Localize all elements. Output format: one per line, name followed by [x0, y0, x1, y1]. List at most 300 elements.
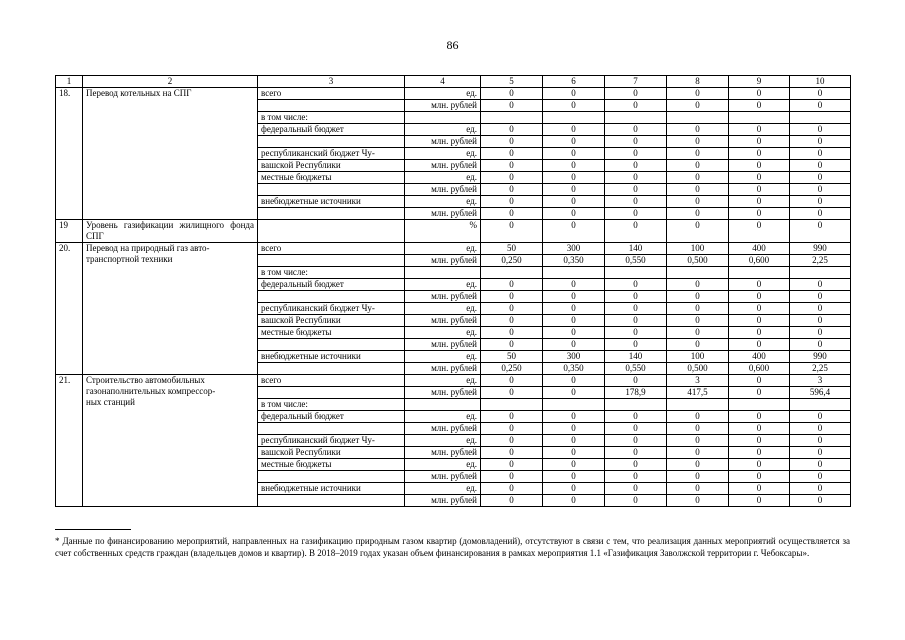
value-cell: 0	[605, 148, 667, 160]
value-cell: 0	[729, 315, 790, 327]
unit-cell: ед.	[405, 196, 481, 208]
unit-cell: ед.	[405, 351, 481, 363]
value-cell: 0	[729, 447, 790, 459]
value-cell: 0	[667, 172, 729, 184]
value-cell: 0	[605, 220, 667, 243]
value-cell: 0	[729, 136, 790, 148]
value-cell: 0	[790, 208, 851, 220]
footnote	[55, 535, 850, 559]
value-cell: 0	[667, 279, 729, 291]
value-cell: 0	[481, 303, 543, 315]
item-number: 18.	[59, 88, 71, 98]
value-cell: 0	[667, 136, 729, 148]
value-cell: 0	[667, 184, 729, 196]
value-cell: 0	[543, 387, 605, 399]
unit-cell: ед.	[405, 375, 481, 387]
value-cell	[790, 267, 851, 279]
value-cell: 0	[605, 172, 667, 184]
value-cell: 3	[790, 375, 851, 387]
source-cell: федеральный бюджет	[258, 411, 405, 423]
value-cell: 0	[605, 483, 667, 495]
value-cell	[605, 112, 667, 124]
value-cell: 0	[543, 447, 605, 459]
value-cell: 0	[543, 483, 605, 495]
source-cell	[258, 471, 405, 483]
value-cell: 0	[605, 423, 667, 435]
source-cell	[258, 100, 405, 112]
item-name-line: ных станций	[86, 397, 135, 407]
table-body	[56, 76, 851, 507]
value-cell: 0	[729, 327, 790, 339]
value-cell: 0	[481, 471, 543, 483]
item-number: 20.	[59, 243, 71, 253]
value-cell: 0	[605, 447, 667, 459]
header-cell: 2	[83, 76, 258, 88]
value-cell: 0	[605, 459, 667, 471]
source-cell: внебюджетные источники	[258, 351, 405, 363]
source-cell: местные бюджеты	[258, 172, 405, 184]
source-cell	[258, 495, 405, 507]
value-cell: 0	[543, 136, 605, 148]
value-cell: 0	[605, 291, 667, 303]
value-cell: 0	[790, 196, 851, 208]
value-cell: 0	[667, 160, 729, 172]
header-cell: 3	[258, 76, 405, 88]
source-cell	[258, 136, 405, 148]
value-cell: 0	[481, 88, 543, 100]
value-cell: 0	[481, 447, 543, 459]
value-cell: 50	[481, 243, 543, 255]
value-cell: 0	[729, 291, 790, 303]
source-cell	[258, 387, 405, 399]
value-cell: 0	[543, 172, 605, 184]
value-cell: 0	[605, 100, 667, 112]
header-cell: 5	[481, 76, 543, 88]
value-cell: 0	[729, 196, 790, 208]
value-cell: 0	[543, 315, 605, 327]
value-cell: 0	[543, 375, 605, 387]
value-cell: 0,600	[729, 255, 790, 267]
value-cell: 0	[543, 411, 605, 423]
unit-cell: млн. рублей	[405, 423, 481, 435]
value-cell: 0	[667, 483, 729, 495]
item-name-line: Перевод на природный газ авто-	[86, 243, 210, 253]
value-cell: 0	[543, 148, 605, 160]
unit-cell: ед.	[405, 279, 481, 291]
value-cell: 0	[543, 303, 605, 315]
value-cell: 0,350	[543, 255, 605, 267]
value-cell: 0	[790, 100, 851, 112]
item-name-line: Уровень газификации жилищного фонда СПГ	[86, 220, 254, 241]
value-cell: 0	[790, 184, 851, 196]
source-cell	[258, 184, 405, 196]
value-cell: 0	[790, 423, 851, 435]
value-cell: 0	[790, 327, 851, 339]
value-cell: 990	[790, 351, 851, 363]
value-cell	[605, 399, 667, 411]
value-cell: 0	[790, 411, 851, 423]
value-cell: 0	[605, 339, 667, 351]
source-cell: в том числе:	[258, 399, 405, 411]
value-cell: 0	[667, 411, 729, 423]
value-cell: 0	[481, 172, 543, 184]
value-cell: 0	[729, 208, 790, 220]
unit-cell: млн. рублей	[405, 184, 481, 196]
source-cell	[258, 291, 405, 303]
value-cell: 0	[605, 495, 667, 507]
unit-cell: млн. рублей	[405, 136, 481, 148]
value-cell: 0	[667, 447, 729, 459]
source-cell: всего	[258, 375, 405, 387]
value-cell: 0	[729, 339, 790, 351]
source-cell: вашской Республики	[258, 160, 405, 172]
value-cell: 0	[481, 495, 543, 507]
value-cell: 0	[729, 459, 790, 471]
value-cell: 0	[729, 124, 790, 136]
unit-cell: ед.	[405, 459, 481, 471]
unit-cell: %	[405, 220, 481, 243]
value-cell	[667, 399, 729, 411]
value-cell: 0	[543, 208, 605, 220]
value-cell: 0	[667, 100, 729, 112]
value-cell: 0	[729, 375, 790, 387]
unit-cell: ед.	[405, 148, 481, 160]
header-cell: 10	[790, 76, 851, 88]
value-cell: 0	[667, 435, 729, 447]
value-cell: 0	[543, 196, 605, 208]
value-cell: 0	[667, 208, 729, 220]
value-cell	[481, 267, 543, 279]
value-cell: 0	[605, 124, 667, 136]
item-number: 19	[59, 220, 68, 230]
item-number-cell	[56, 220, 83, 243]
value-cell: 0	[605, 303, 667, 315]
value-cell: 0,250	[481, 363, 543, 375]
value-cell	[729, 267, 790, 279]
value-cell: 0	[729, 471, 790, 483]
value-cell: 0,500	[667, 255, 729, 267]
value-cell	[667, 112, 729, 124]
value-cell: 0	[667, 124, 729, 136]
value-cell: 0,250	[481, 255, 543, 267]
item-name-cell	[83, 243, 258, 375]
value-cell: 0	[729, 279, 790, 291]
value-cell: 0	[481, 423, 543, 435]
value-cell: 0	[481, 124, 543, 136]
value-cell: 0	[790, 339, 851, 351]
value-cell: 0	[543, 423, 605, 435]
value-cell: 0	[790, 160, 851, 172]
unit-cell: ед.	[405, 88, 481, 100]
value-cell: 0	[543, 291, 605, 303]
value-cell: 0	[790, 291, 851, 303]
item-number-cell	[56, 375, 83, 507]
value-cell: 0	[605, 327, 667, 339]
unit-cell: млн. рублей	[405, 208, 481, 220]
value-cell: 0	[481, 387, 543, 399]
source-cell	[258, 208, 405, 220]
value-cell: 0	[543, 495, 605, 507]
value-cell	[729, 112, 790, 124]
value-cell: 0	[605, 160, 667, 172]
value-cell: 0	[481, 483, 543, 495]
value-cell: 100	[667, 243, 729, 255]
value-cell: 0	[729, 172, 790, 184]
source-cell	[258, 339, 405, 351]
value-cell: 417,5	[667, 387, 729, 399]
header-cell: 6	[543, 76, 605, 88]
value-cell: 0	[667, 88, 729, 100]
value-cell	[790, 399, 851, 411]
value-cell: 0	[790, 471, 851, 483]
value-cell: 0	[729, 495, 790, 507]
value-cell: 0	[729, 423, 790, 435]
value-cell: 300	[543, 351, 605, 363]
value-cell: 0	[605, 88, 667, 100]
value-cell: 0	[605, 196, 667, 208]
source-cell: федеральный бюджет	[258, 124, 405, 136]
value-cell: 0	[605, 208, 667, 220]
source-cell: федеральный бюджет	[258, 279, 405, 291]
value-cell: 0,550	[605, 255, 667, 267]
value-cell: 0	[481, 435, 543, 447]
footnote-divider	[55, 529, 131, 530]
table-row	[56, 88, 851, 100]
value-cell: 0	[481, 148, 543, 160]
value-cell	[481, 112, 543, 124]
value-cell: 0	[667, 471, 729, 483]
value-cell: 0	[790, 303, 851, 315]
value-cell: 0	[729, 387, 790, 399]
value-cell: 0	[667, 327, 729, 339]
source-cell: местные бюджеты	[258, 459, 405, 471]
item-number-cell	[56, 243, 83, 375]
value-cell: 0	[667, 220, 729, 243]
value-cell: 0	[481, 279, 543, 291]
footnote-text: Данные по финансированию мероприятий, направленных на газификацию природным газом квартир (домовладений), отсутствуют в связи с тем, что реализация данных мероприятий осуществляется за счет собственных средств граждан (владельцев домов и квартир). В 2018–2019 годах указан объем финансирования в рамках мероприятия 1.1 «Газификация Заволжской территории г. Чебоксары».	[55, 536, 850, 558]
unit-cell	[405, 267, 481, 279]
item-number-cell	[56, 88, 83, 220]
value-cell	[543, 112, 605, 124]
source-cell: республиканский бюджет Чу-	[258, 148, 405, 160]
unit-cell: млн. рублей	[405, 447, 481, 459]
value-cell: 0	[481, 136, 543, 148]
value-cell: 0	[543, 279, 605, 291]
value-cell: 0	[790, 124, 851, 136]
unit-cell: млн. рублей	[405, 100, 481, 112]
unit-cell: млн. рублей	[405, 387, 481, 399]
value-cell: 140	[605, 351, 667, 363]
value-cell: 0	[790, 136, 851, 148]
value-cell: 0	[481, 160, 543, 172]
source-cell: вашской Республики	[258, 447, 405, 459]
value-cell: 0	[543, 471, 605, 483]
item-number: 21.	[59, 375, 71, 385]
unit-cell: млн. рублей	[405, 255, 481, 267]
item-name-line: транспортной техники	[86, 254, 173, 264]
unit-cell: млн. рублей	[405, 363, 481, 375]
item-name-cell	[83, 220, 258, 243]
value-cell	[543, 399, 605, 411]
header-cell: 8	[667, 76, 729, 88]
value-cell: 0	[729, 184, 790, 196]
value-cell: 0	[481, 315, 543, 327]
header-cell: 1	[56, 76, 83, 88]
header-cell: 7	[605, 76, 667, 88]
footnote-marker: *	[55, 536, 60, 546]
unit-cell: ед.	[405, 172, 481, 184]
value-cell: 0	[667, 315, 729, 327]
unit-cell: ед.	[405, 411, 481, 423]
unit-cell: ед.	[405, 303, 481, 315]
source-cell: вашской Республики	[258, 315, 405, 327]
value-cell: 0	[729, 88, 790, 100]
value-cell: 0	[481, 220, 543, 243]
source-cell: всего	[258, 243, 405, 255]
value-cell: 0	[605, 411, 667, 423]
item-name-cell	[83, 88, 258, 220]
value-cell: 0	[543, 435, 605, 447]
value-cell: 0	[543, 100, 605, 112]
source-cell	[258, 255, 405, 267]
unit-cell: ед.	[405, 483, 481, 495]
program-indicators-table	[55, 75, 851, 507]
value-cell: 0	[605, 435, 667, 447]
value-cell: 0	[729, 160, 790, 172]
value-cell: 0	[667, 196, 729, 208]
value-cell: 0	[667, 423, 729, 435]
value-cell: 0	[729, 220, 790, 243]
value-cell: 0	[543, 160, 605, 172]
value-cell: 0	[481, 291, 543, 303]
value-cell: 0,550	[605, 363, 667, 375]
value-cell: 0	[543, 327, 605, 339]
value-cell: 0	[790, 88, 851, 100]
unit-cell: ед.	[405, 124, 481, 136]
value-cell: 0	[790, 315, 851, 327]
value-cell: 0,350	[543, 363, 605, 375]
value-cell: 0	[481, 196, 543, 208]
value-cell: 0	[481, 411, 543, 423]
value-cell: 0	[605, 136, 667, 148]
value-cell: 0,600	[729, 363, 790, 375]
value-cell: 0	[729, 435, 790, 447]
value-cell: 0	[729, 411, 790, 423]
header-cell: 4	[405, 76, 481, 88]
value-cell: 0	[605, 315, 667, 327]
value-cell: 0	[790, 148, 851, 160]
value-cell: 0	[543, 339, 605, 351]
value-cell: 178,9	[605, 387, 667, 399]
value-cell: 0	[605, 279, 667, 291]
table-row	[56, 375, 851, 387]
value-cell: 0	[790, 495, 851, 507]
page-number: 86	[446, 38, 459, 52]
source-cell: в том числе:	[258, 112, 405, 124]
value-cell: 2,25	[790, 255, 851, 267]
value-cell: 0,500	[667, 363, 729, 375]
value-cell: 0	[790, 459, 851, 471]
unit-cell	[405, 399, 481, 411]
value-cell	[543, 267, 605, 279]
unit-cell: млн. рублей	[405, 291, 481, 303]
value-cell	[605, 267, 667, 279]
value-cell: 990	[790, 243, 851, 255]
header-cell: 9	[729, 76, 790, 88]
value-cell: 0	[667, 148, 729, 160]
source-cell	[258, 220, 405, 243]
value-cell: 0	[729, 303, 790, 315]
value-cell: 0	[667, 459, 729, 471]
table-row	[56, 220, 851, 243]
value-cell: 0	[729, 100, 790, 112]
value-cell: 0	[605, 375, 667, 387]
value-cell: 50	[481, 351, 543, 363]
unit-cell: ед.	[405, 243, 481, 255]
value-cell: 3	[667, 375, 729, 387]
value-cell: 0	[605, 184, 667, 196]
unit-cell	[405, 112, 481, 124]
value-cell: 0	[667, 291, 729, 303]
source-cell: внебюджетные источники	[258, 196, 405, 208]
value-cell: 0	[543, 124, 605, 136]
unit-cell: млн. рублей	[405, 315, 481, 327]
source-cell: местные бюджеты	[258, 327, 405, 339]
source-cell	[258, 363, 405, 375]
value-cell: 0	[543, 184, 605, 196]
unit-cell: млн. рублей	[405, 495, 481, 507]
value-cell: 0	[543, 459, 605, 471]
value-cell	[790, 112, 851, 124]
value-cell	[481, 399, 543, 411]
source-cell: в том числе:	[258, 267, 405, 279]
value-cell	[729, 399, 790, 411]
item-name-line: Перевод котельных на СПГ	[86, 88, 192, 98]
source-cell: республиканский бюджет Чу-	[258, 303, 405, 315]
value-cell: 0	[667, 495, 729, 507]
value-cell: 596,4	[790, 387, 851, 399]
value-cell: 0	[481, 339, 543, 351]
value-cell: 100	[667, 351, 729, 363]
value-cell: 300	[543, 243, 605, 255]
unit-cell: ед.	[405, 435, 481, 447]
value-cell: 0	[481, 208, 543, 220]
value-cell: 140	[605, 243, 667, 255]
value-cell: 0	[605, 471, 667, 483]
source-cell: всего	[258, 88, 405, 100]
item-name-cell	[83, 375, 258, 507]
value-cell: 0	[790, 483, 851, 495]
value-cell: 0	[543, 220, 605, 243]
value-cell: 0	[543, 88, 605, 100]
table-row	[56, 243, 851, 255]
header-row	[56, 76, 851, 88]
value-cell: 0	[790, 279, 851, 291]
source-cell: внебюджетные источники	[258, 483, 405, 495]
value-cell: 0	[667, 303, 729, 315]
value-cell: 0	[729, 148, 790, 160]
source-cell	[258, 423, 405, 435]
unit-cell: млн. рублей	[405, 339, 481, 351]
value-cell: 0	[667, 339, 729, 351]
value-cell: 400	[729, 243, 790, 255]
item-name-line: газонаполнительных компрессор-	[86, 386, 216, 396]
value-cell: 0	[790, 435, 851, 447]
unit-cell: ед.	[405, 327, 481, 339]
value-cell: 0	[481, 100, 543, 112]
value-cell: 400	[729, 351, 790, 363]
unit-cell: млн. рублей	[405, 160, 481, 172]
